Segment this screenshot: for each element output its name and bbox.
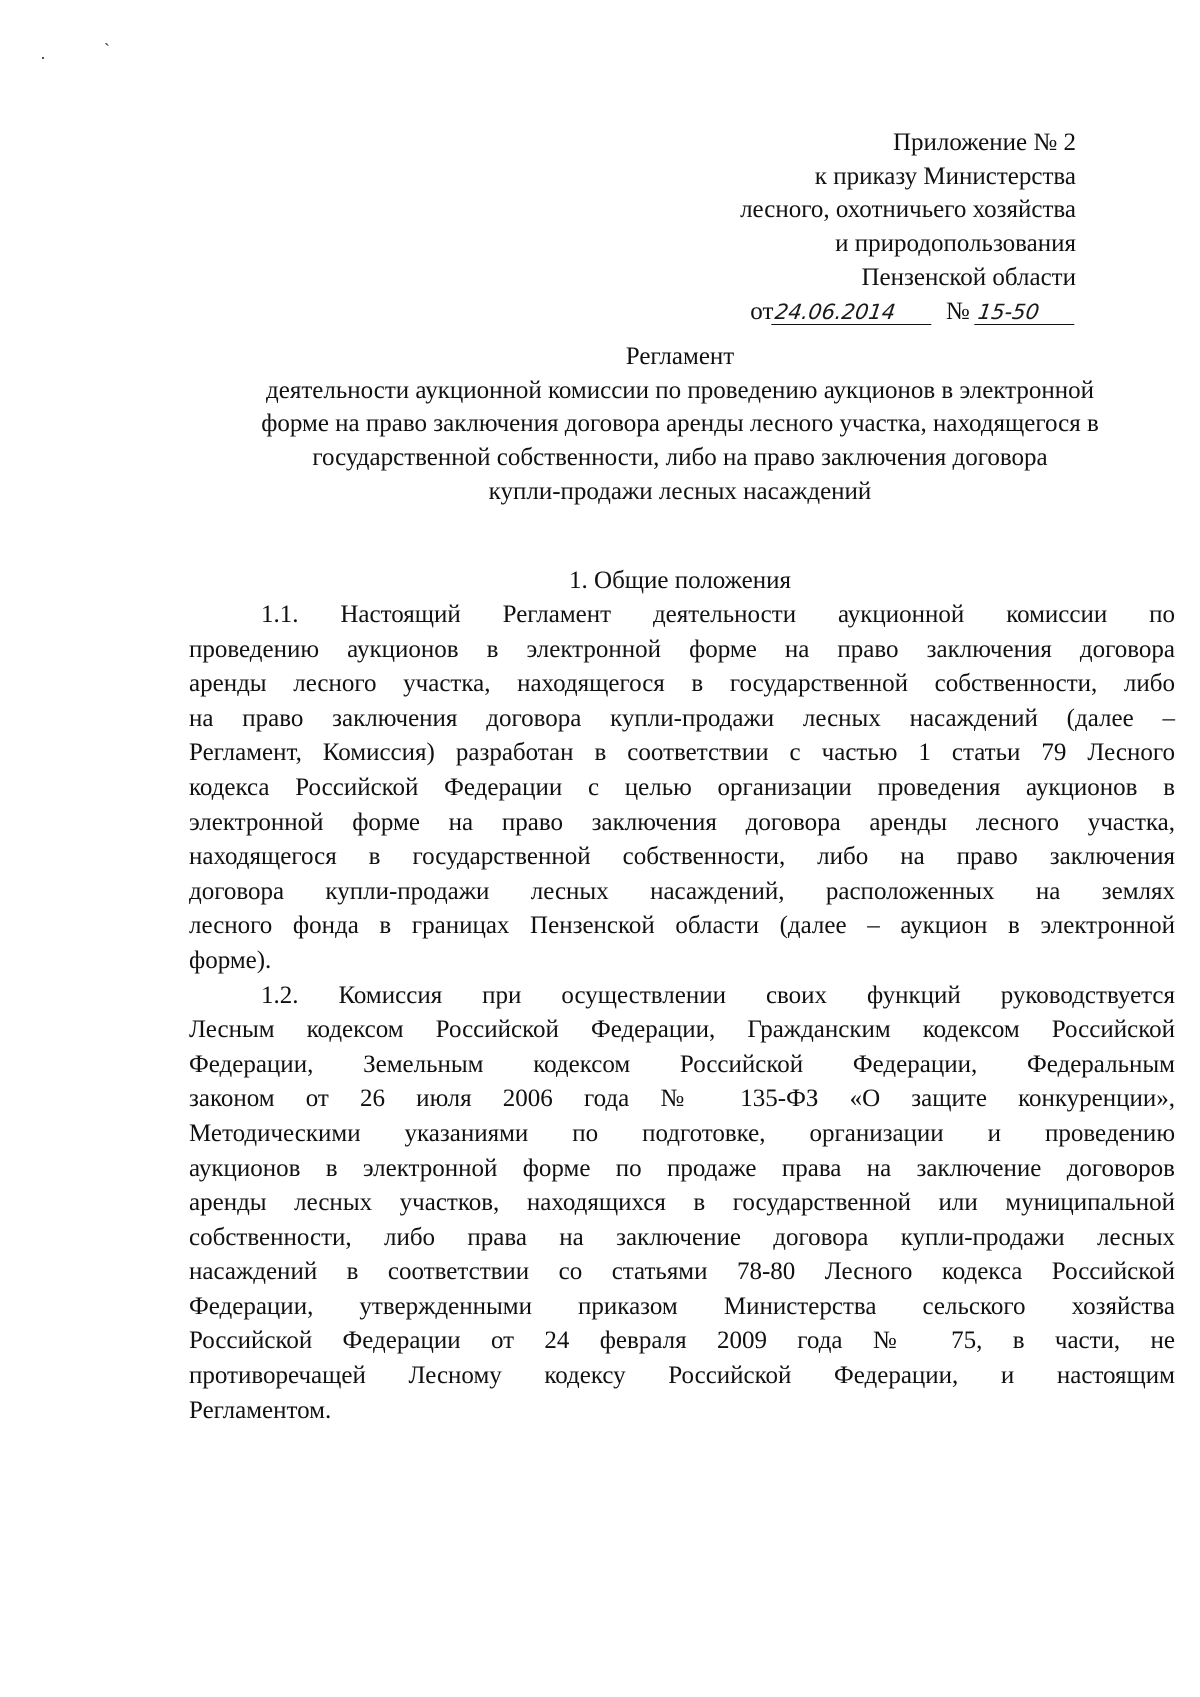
- text-line: Регламент, Комиссия) разработан в соответствии с частью 1 статьи 79 Лесного: [189, 739, 1175, 767]
- text-line: аукционов в электронной форме по продаже права на заключение договоров: [189, 1154, 1175, 1182]
- text-line: законом от 26 июля 2006 года № 135-ФЗ «О защите конкуренции»,: [189, 1085, 1175, 1113]
- text-line: Федерации, Земельным кодексом Российской Федерации, Федеральным: [189, 1050, 1175, 1078]
- text-line: электронной форме на право заключения договора аренды лесного участка,: [189, 808, 1175, 836]
- text-line: лесного фонда в границах Пензенской области (далее – аукцион в электронной: [189, 912, 1175, 940]
- text-line: аренды лесных участков, находящихся в государственной или муниципальной: [189, 1189, 1175, 1217]
- text-line: собственности, либо права на заключение договора купли-продажи лесных: [189, 1223, 1175, 1251]
- text-line: 1.1. Настоящий Регламент деятельности аукционной комиссии по: [261, 601, 1175, 628]
- number-prefix: №: [945, 297, 970, 325]
- appendix-line: лесного, охотничьего хозяйства: [740, 196, 1076, 224]
- document-title: [150, 340, 1200, 509]
- appendix-line: к приказу Министерства: [814, 162, 1076, 190]
- text-line: кодекса Российской Федерации с целью организации проведения аукционов в: [189, 773, 1175, 801]
- scan-speck: `: [104, 40, 110, 60]
- text-line: насаждений в соответствии со статьями 78-80 Лесного кодекса Российской: [189, 1258, 1175, 1286]
- paragraph-1-1: [189, 598, 1175, 979]
- appendix-block: [556, 126, 1076, 328]
- handwritten-number: 15-50: [974, 300, 1078, 325]
- title-line: государственной собственности, либо на право заключения договора: [312, 444, 1048, 472]
- text-line: проведению аукционов в электронной форме на право заключения договора: [189, 635, 1175, 663]
- handwritten-date: 24.06.2014: [772, 300, 936, 325]
- title-line: деятельности аукционной комиссии по проведению аукционов в электронной: [266, 376, 1094, 404]
- scan-speck: ·: [40, 48, 46, 68]
- text-line: на право заключения договора купли-продажи лесных насаждений (далее –: [189, 704, 1175, 732]
- text-line: аренды лесного участка, находящегося в государственной собственности, либо: [189, 670, 1175, 698]
- text-line: противоречащей Лесному кодексу Российской Федерации, и настоящим: [189, 1362, 1175, 1390]
- appendix-line: и природопользования: [835, 230, 1076, 258]
- title-heading: Регламент: [625, 343, 735, 370]
- text-line: Федерации, утвержденными приказом Министерства сельского хозяйства: [189, 1292, 1175, 1320]
- appendix-line: Приложение № 2: [892, 129, 1076, 156]
- text-line: договора купли-продажи лесных насаждений, расположенных на землях: [189, 877, 1175, 905]
- section-body: [189, 598, 1175, 1428]
- text-line: 1.2. Комиссия при осуществлении своих функций руководствуется: [261, 981, 1175, 1009]
- order-date-number: [556, 295, 1076, 329]
- title-line: форме на право заключения договора аренды лесного участка, находящегося в: [261, 410, 1099, 438]
- text-line: находящегося в государственной собственности, либо на право заключения: [189, 843, 1175, 871]
- text-line: Российской Федерации от 24 февраля 2009 года № 75, в части, не: [189, 1327, 1175, 1355]
- section-heading: 1. Общие положения: [569, 567, 791, 594]
- text-line: Методическими указаниями по подготовке, организации и проведению: [189, 1119, 1175, 1147]
- paragraph-1-2: [189, 979, 1175, 1429]
- text-line: Регламентом.: [189, 1396, 332, 1424]
- appendix-line: Пензенской области: [861, 263, 1076, 291]
- title-line: купли-продажи лесных насаждений: [488, 477, 872, 505]
- text-line: форме).: [189, 946, 272, 974]
- text-line: Лесным кодексом Российской Федерации, Гражданским кодексом Российской: [189, 1016, 1175, 1044]
- date-prefix: от: [750, 297, 774, 325]
